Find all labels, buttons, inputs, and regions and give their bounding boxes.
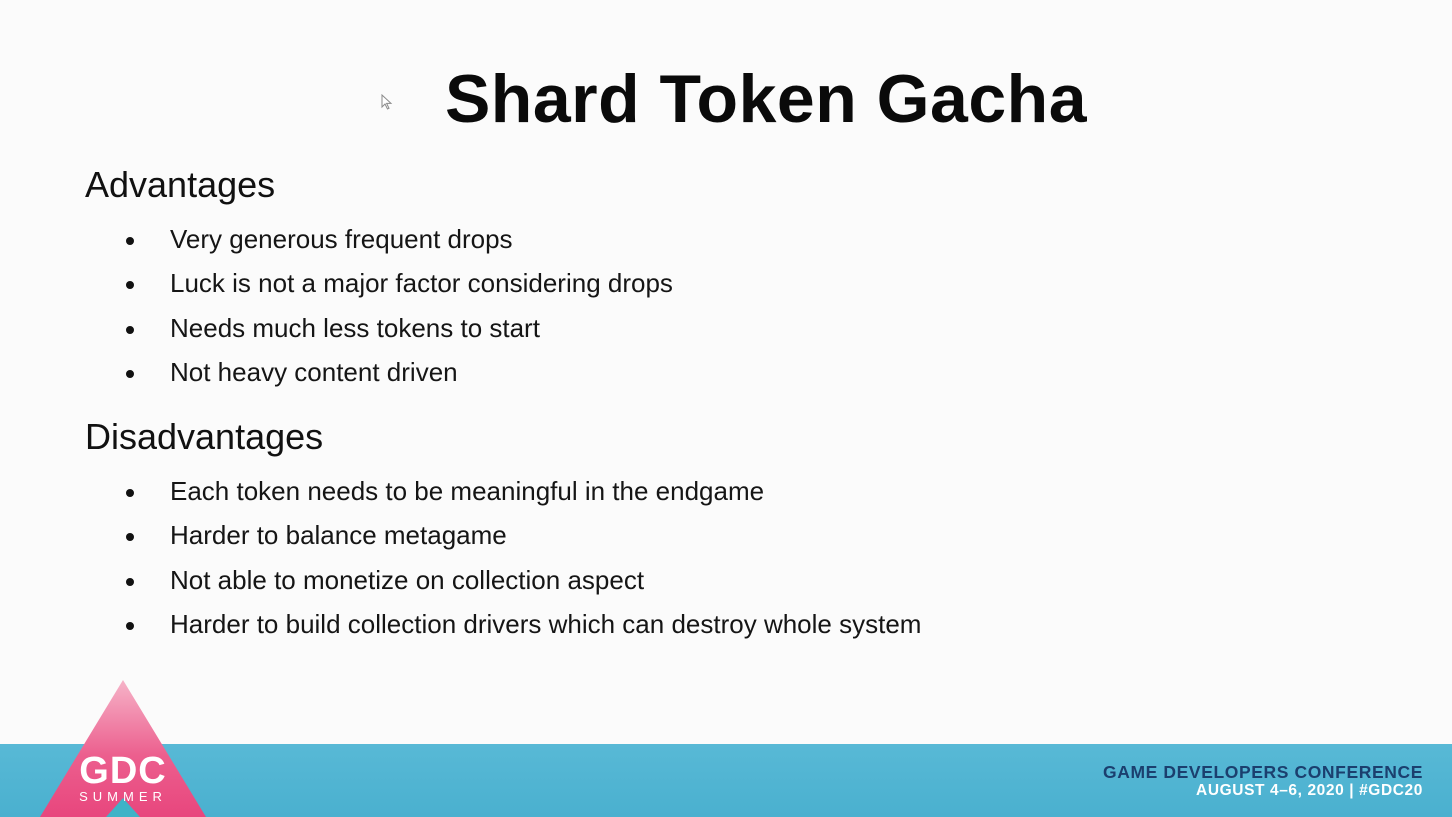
bullet-icon xyxy=(126,489,134,497)
disadvantages-heading: Disadvantages xyxy=(85,416,324,457)
bullet-icon xyxy=(126,326,134,334)
conference-dates: AUGUST 4–6, 2020 | #GDC20 xyxy=(1196,782,1423,799)
slide-title: Shard Token Gacha xyxy=(444,61,1088,137)
bullet-icon xyxy=(126,622,134,630)
bullet-icon xyxy=(126,533,134,541)
bullet-icon xyxy=(126,281,134,289)
list-item-text: Harder to build collection drivers which can destroy whole system xyxy=(170,608,922,639)
list-item-text: Needs much less tokens to start xyxy=(170,312,540,343)
advantages-heading: Advantages xyxy=(85,164,276,205)
mouse-pointer-icon xyxy=(381,94,393,110)
list-item-text: Not heavy content driven xyxy=(170,356,458,387)
logo-subtext: SUMMER xyxy=(79,789,167,804)
list-item-text: Luck is not a major factor considering drops xyxy=(170,268,673,299)
bullet-icon xyxy=(126,237,134,245)
bullet-icon xyxy=(126,578,134,586)
list-item-text: Very generous frequent drops xyxy=(170,224,513,254)
logo-text: GDC xyxy=(79,750,167,792)
conference-name: GAME DEVELOPERS CONFERENCE xyxy=(1103,762,1423,782)
list-item-text: Not able to monetize on collection aspect xyxy=(170,564,645,595)
list-item-text: Harder to balance metagame xyxy=(170,520,507,551)
list-item-text: Each token needs to be meaningful in the endgame xyxy=(170,476,765,506)
bullet-icon xyxy=(126,370,134,378)
